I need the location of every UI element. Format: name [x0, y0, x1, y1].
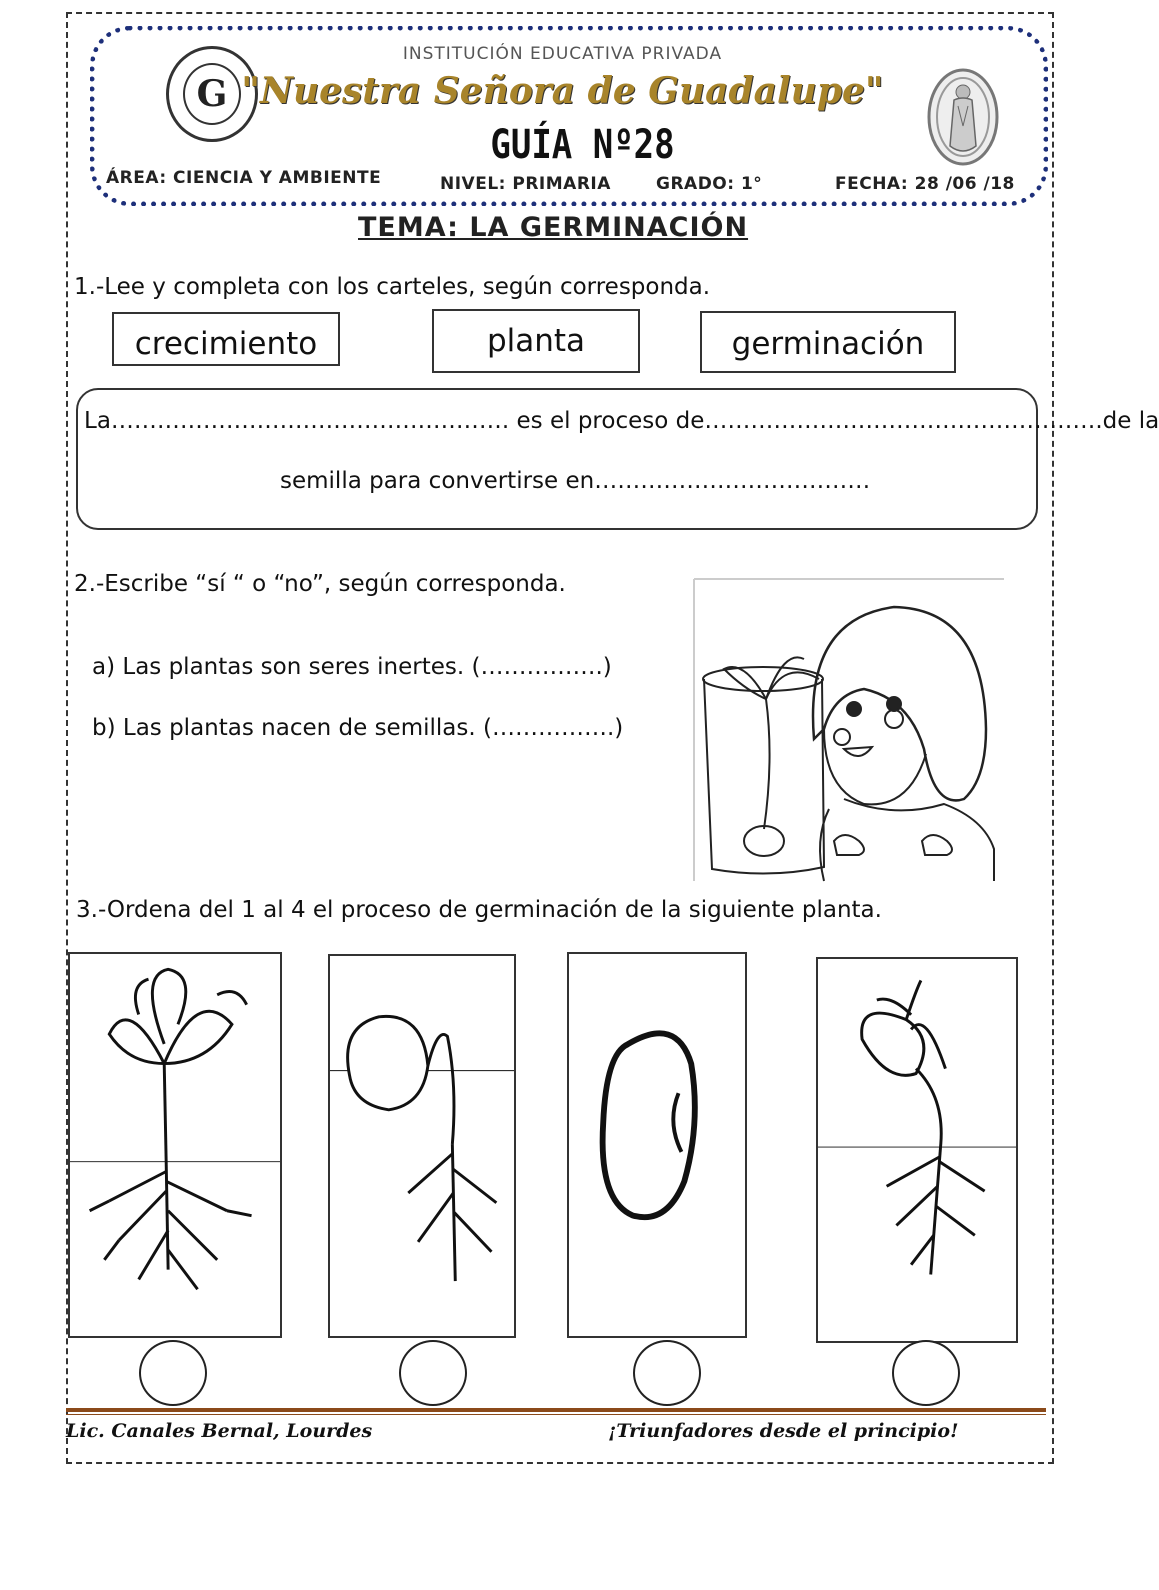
- plant-stage-image-4: [816, 957, 1018, 1343]
- level-label: NIVEL: PRIMARIA: [440, 174, 611, 194]
- question-1-prompt: 1.-Lee y completa con los carteles, según corresponda.: [74, 274, 711, 300]
- answer-circle-3[interactable]: [633, 1340, 701, 1406]
- word-card-planta: planta: [432, 309, 640, 373]
- fill-line-2[interactable]: semilla para convertirse en………………………………: [280, 468, 871, 494]
- answer-circle-2[interactable]: [399, 1340, 467, 1406]
- word-card-crecimiento: crecimiento: [112, 312, 340, 366]
- date-label: FECHA: 28 /06 /18: [835, 174, 1015, 194]
- guide-number: GUÍA Nº28: [490, 122, 675, 168]
- question-2-item-b[interactable]: b) Las plantas nacen de semillas. (…………….): [92, 715, 624, 741]
- footer-rule: [66, 1408, 1046, 1412]
- answer-circle-1[interactable]: [139, 1340, 207, 1406]
- topic-title: TEMA: LA GERMINACIÓN: [358, 212, 749, 243]
- question-3-prompt: 3.-Ordena del 1 al 4 el proceso de germinación de la siguiente planta.: [76, 897, 882, 923]
- grade-label: GRADO: 1°: [656, 174, 763, 194]
- school-name: "Nuestra Señora de Guadalupe": [241, 70, 884, 112]
- footer-rule-thin: [66, 1414, 1046, 1415]
- plant-stage-image-1: [68, 952, 282, 1338]
- fill-line-1[interactable]: La……………………………………………. es el proceso de…………………………………………….de la: [84, 408, 1159, 434]
- plant-stage-image-3: [567, 952, 747, 1338]
- question-2-prompt: 2.-Escribe “sí “ o “no”, según corresponda.: [74, 571, 566, 597]
- footer-motto: ¡Triunfadores desde el principio!: [608, 1420, 959, 1442]
- question-2-item-a[interactable]: a) Las plantas son seres inertes. (…………….): [92, 654, 612, 680]
- area-label: ÁREA: CIENCIA Y AMBIENTE: [106, 168, 382, 188]
- institution-label: INSTITUCIÓN EDUCATIVA PRIVADA: [402, 44, 723, 64]
- word-card-germinacion: germinación: [700, 311, 956, 373]
- logo-letter: G: [183, 63, 241, 125]
- plant-stage-image-2: [328, 954, 516, 1338]
- girl-looking-at-seed-jar-illustration: [694, 579, 1004, 881]
- answer-circle-4[interactable]: [892, 1340, 960, 1406]
- footer-author: Lic. Canales Bernal, Lourdes: [66, 1420, 373, 1442]
